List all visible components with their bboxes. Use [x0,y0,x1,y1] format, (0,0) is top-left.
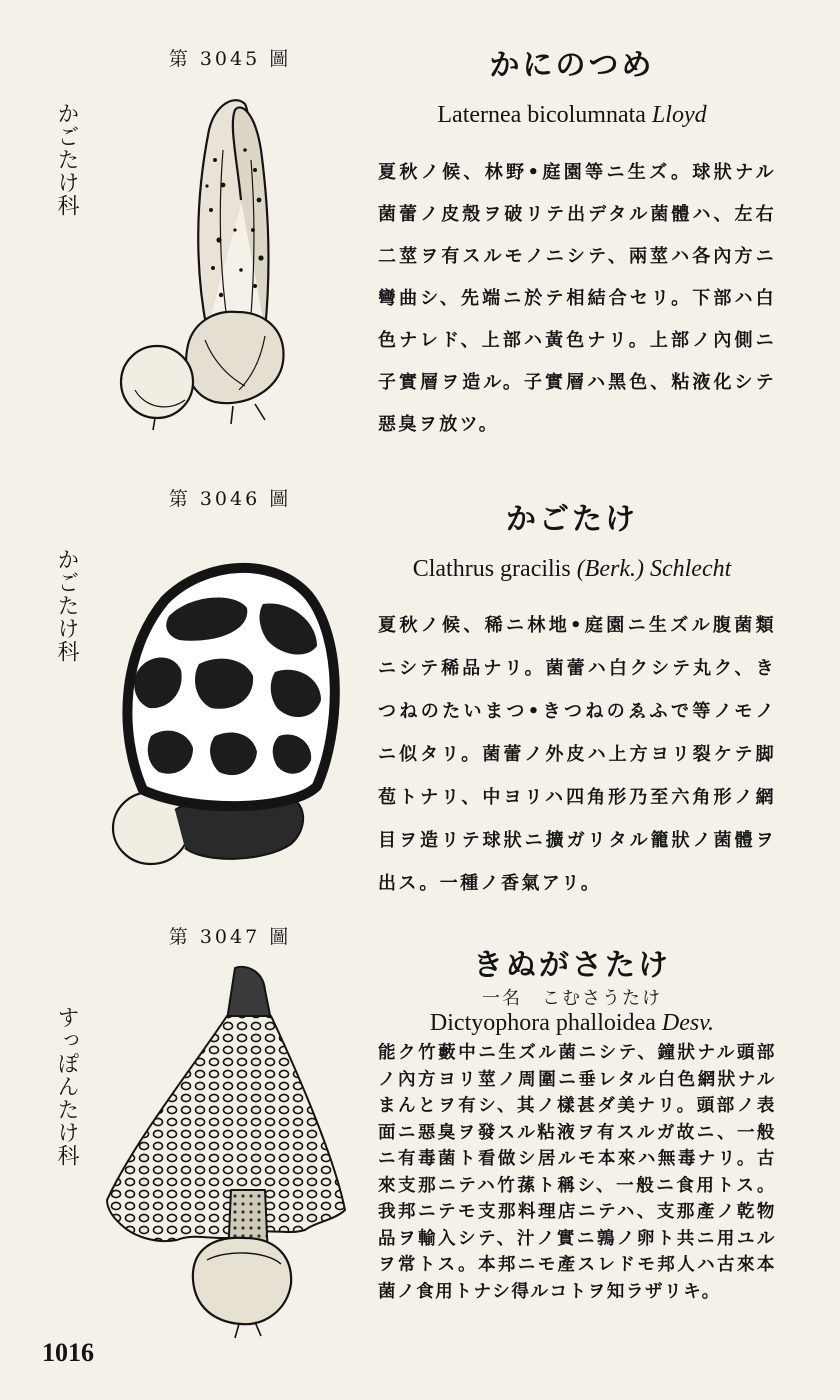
figure-label: 第 3046 圖 [168,488,292,510]
figure-label: 第 3047 圖 [168,926,292,948]
family-label: かごたけ科 [54,548,79,663]
fungus-lattice-cage-illustration [95,560,355,880]
scientific-name-author-parenthetical: (Berk.) [576,556,644,582]
scientific-name [372,1010,772,1037]
scientific-name-binomial: Laternea bicolumnata [437,102,646,128]
figure-label: 第 3045 圖 [168,48,292,70]
scientific-name-binomial: Dictyophora phalloidea [429,1010,656,1036]
description-text: 能ク竹藪中ニ生ズル菌ニシテ、鐘狀ナル頭部ノ內方ヨリ莖ノ周圍ニ垂レタル白色網狀ナルまんとヲ有シ、其ノ樣甚ダ美ナリ。頭部ノ表面ニ惡臭ヲ發スル粘液ヲ有スルガ故ニ、一般ニ有毒菌ト看做シ居ルモ本來ハ無毒ナリ。古來支那ニテハ竹蓀ト稱シ、一般ニ食用トス。我邦ニテモ支那料理店ニテハ、支那產ノ乾物品ヲ輸入シテ、汁ノ實ニ鶉ノ卵ト共ニ用ユルヲ常トス。本邦ニモ產スレドモ邦人ハ古來本菌ノ食用トナシ得ルコトヲ知ラザリキ。 [378,1043,776,1302]
description-text: 夏秋ノ候、稀ニ林地•庭園ニ生ズル腹菌類ニシテ稀品ナリ。菌蕾ハ白クシテ丸ク、きつねのたいまつ•きつねのゑふで等ノモノニ似タリ。菌蕾ノ外皮ハ上方ヨリ裂ケテ脚苞トナリ、中ヨリハ四角形乃至六角形ノ網目ヲ造リテ球狀ニ擴ガリタル籠狀ノ菌體ヲ出ス。一種ノ香氣アリ。 [378,615,776,894]
fungus-twin-arms-illustration [95,90,335,440]
species-title: かにのつめ [489,48,655,83]
fungus-veiled-lady-illustration [95,960,355,1340]
scientific-name-author: Desv. [661,1010,715,1036]
alternate-name: 一名 こむさうたけ [482,988,662,1009]
scientific-name [372,556,772,583]
scientific-name-binomial: Clathrus gracilis [412,556,571,582]
family-label: すっぽんたけ科 [54,1006,79,1167]
family-label: かごたけ科 [54,102,79,217]
species-title: きぬがさたけ [473,948,671,983]
page-number: 1016 [42,1338,94,1367]
scientific-name [372,102,772,129]
scientific-name-author: Lloyd [651,102,707,128]
description-text: 夏秋ノ候、林野•庭園等ニ生ズ。球狀ナル菌蕾ノ皮殼ヲ破リテ出デタル菌體ハ、左右二莖ヲ有スルモノニシテ、兩莖ハ各內方ニ彎曲シ、先端ニ於テ相結合セリ。下部ハ白色ナレド、上部ハ黃色ナリ。上部ノ內側ニ子實層ヲ造ル。子實層ハ黑色、粘液化シテ惡臭ヲ放ツ。 [378,162,776,435]
species-title: かごたけ [506,502,638,537]
scientific-name-author: Schlecht [649,556,732,582]
